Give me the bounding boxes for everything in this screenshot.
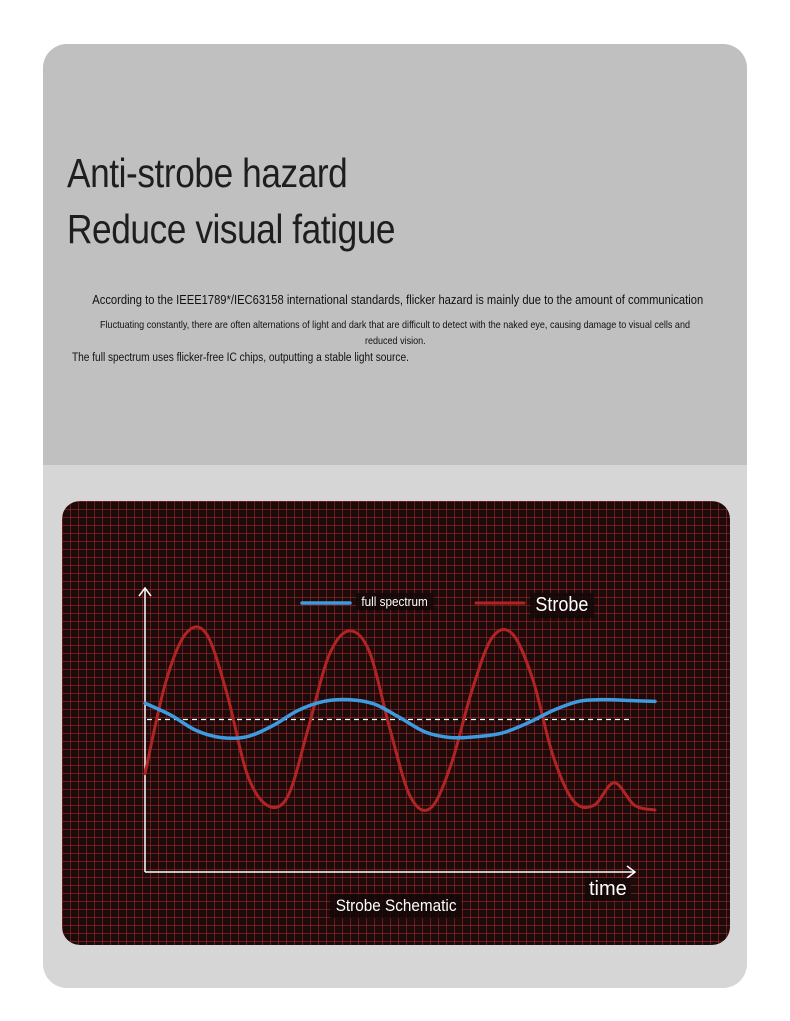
header-section xyxy=(43,44,747,465)
chart-title: Strobe Schematic xyxy=(330,894,462,918)
strobe-chart-panel xyxy=(62,501,730,945)
description-line-2-text: Fluctuating constantly, there are often alternations of light and dark that are difficult to detect with the naked eye, causing damage to visual cells and xyxy=(100,319,690,331)
chart-title-wrap xyxy=(62,894,730,918)
description-line-2 xyxy=(43,317,747,349)
description-line-3-text: reduced vision. xyxy=(364,335,426,347)
legend-label-strobe: Strobe xyxy=(530,593,594,618)
legend-label-full-spectrum: full spectrum xyxy=(356,593,433,610)
headline-line-1: Anti-strobe hazard xyxy=(67,150,348,196)
series-line-full-spectrum xyxy=(145,699,655,738)
chart-series xyxy=(145,627,655,811)
chart-axes xyxy=(139,588,635,878)
headline-line-2: Reduce visual fatigue xyxy=(67,206,396,252)
x-axis-label: time xyxy=(585,878,631,901)
description-line-4: The full spectrum uses flicker-free IC chips, outputting a stable light source. xyxy=(72,352,409,364)
content-card xyxy=(43,44,747,988)
description-line-1: According to the IEEE1789*/IEC63158 international standards, flicker hazard is mainly due to the amount of communication xyxy=(92,292,704,307)
